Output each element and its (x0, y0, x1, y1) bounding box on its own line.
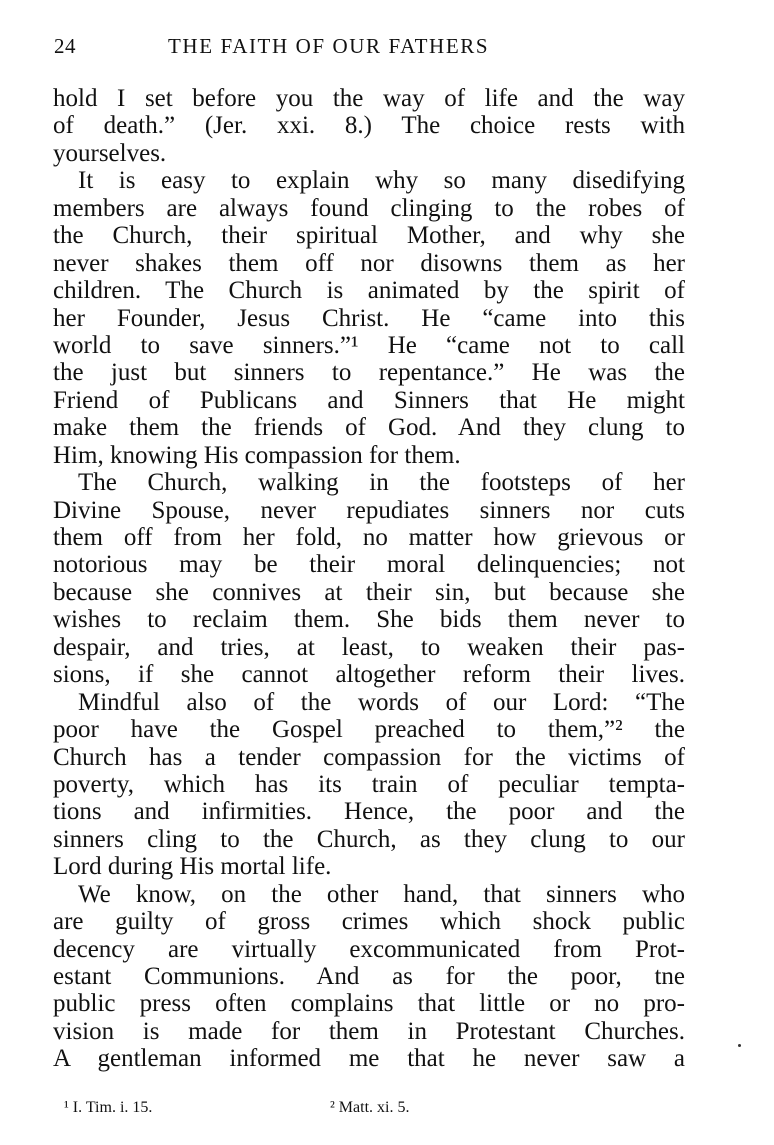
text-line: Divine Spouse, never repudiates sinners nor cuts (53, 496, 685, 524)
text-line: public press often complains that little or no pro- (53, 990, 685, 1018)
footnotes (64, 1096, 664, 1120)
text-line: sinners cling to the Church, as they clung to our (53, 825, 685, 853)
margin-mark (738, 1044, 741, 1047)
running-head (54, 33, 690, 59)
text-line: despair, and tries, at least, to weaken their pas- (53, 633, 685, 661)
text-line: decency are virtually excommunicated from Prot- (53, 935, 685, 963)
text-line: the just but sinners to repentance.” He was the (53, 359, 685, 387)
text-line: never shakes them off nor disowns them as her (53, 249, 685, 277)
text-line: of death.” (Jer. xxi. 8.) The choice rests with (53, 112, 685, 140)
footnote-1: ¹ I. Tim. i. 15. (64, 1099, 153, 1116)
body-text (53, 85, 685, 1073)
text-line: A gentleman informed me that he never saw a (53, 1045, 685, 1073)
text-line: sions, if she cannot altogether reform their lives. (53, 661, 685, 689)
book-title: THE FAITH OF OUR FATHERS (168, 34, 490, 58)
text-line: poverty, which has its train of peculiar tempta- (53, 770, 685, 798)
text-line: Church has a tender compassion for the victims of (53, 743, 685, 771)
text-line: notorious may be their moral delinquencies; not (53, 551, 685, 579)
text-line: hold I set before you the way of life and the way (53, 85, 685, 112)
text-line: members are always found clinging to the robes of (53, 194, 685, 222)
page-number: 24 (54, 34, 76, 58)
text-line: vision is made for them in Protestant Churches. (53, 1017, 685, 1045)
text-line: It is easy to explain why so many disedifying (78, 167, 685, 195)
text-line: Mindful also of the words of our Lord: “The (78, 688, 685, 716)
text-line: children. The Church is animated by the spirit of (53, 277, 685, 305)
text-line: We know, on the other hand, that sinners who (78, 880, 685, 908)
text-line: the Church, their spiritual Mother, and why she (53, 222, 685, 250)
footnote-2: ² Matt. xi. 5. (330, 1099, 410, 1116)
text-line: her Founder, Jesus Christ. He “came into this (53, 304, 685, 332)
text-line: are guilty of gross crimes which shock public (53, 908, 685, 936)
text-line: make them the friends of God. And they clung to (53, 414, 685, 442)
text-line: The Church, walking in the footsteps of her (78, 469, 685, 497)
text-line: Friend of Publicans and Sinners that He might (53, 386, 685, 414)
text-line: estant Communions. And as for the poor, tne (53, 963, 685, 990)
text-line: Lord during His mortal life. (53, 853, 332, 881)
text-line: yourselves. (53, 139, 167, 167)
text-line: tions and infirmities. Hence, the poor and the (53, 798, 685, 826)
text-line: wishes to reclaim them. She bids them never to (53, 606, 685, 634)
text-line: world to save sinners.”¹ He “came not to call (53, 331, 685, 359)
text-line: them off from her fold, no matter how grievous or (53, 524, 685, 551)
text-line: because she connives at their sin, but because she (53, 578, 685, 606)
text-line: Him, knowing His compassion for them. (53, 441, 461, 469)
text-line: poor have the Gospel preached to them,”² the (53, 716, 685, 744)
